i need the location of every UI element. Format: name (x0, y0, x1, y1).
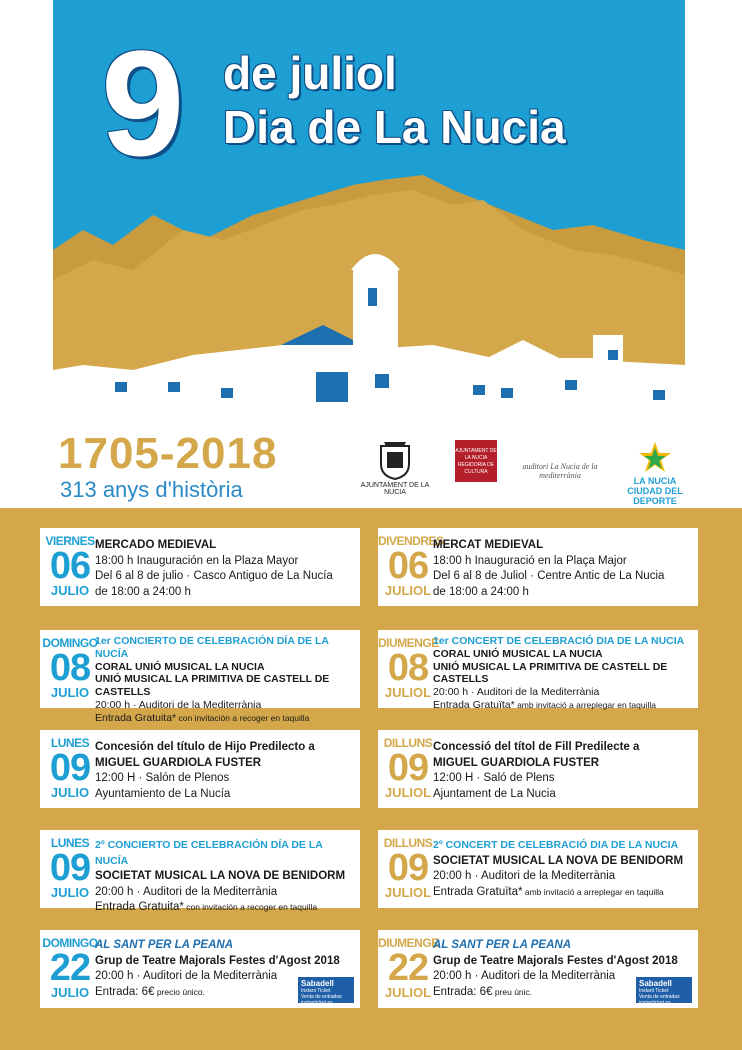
event-card-es-3: LUNES 09 JULIO Concesión del título de Hijo Predilecto a MIGUEL GUARDIOLA FUSTER 12:00 H · Salón de Plenos Ayuntamiento de La Nucía (40, 730, 360, 808)
event-card-va-2: DIUMENGE 08 JULIOL 1er CONCERT DE CELEBRACIÓ DIA DE LA NUCIA CORAL UNIÓ MUSICAL LA NUCIA UNIÓ MUSICAL LA PRIMITIVA DE CASTELL DE CASTELLS 20:00 h · Auditori de la Mediterrània Entrada Gratuïta* amb invitació a arreplegar en taquilla (378, 630, 698, 708)
event-date: LUNES 09 JULIO (49, 836, 91, 900)
sabadell-ticket-badge[interactable]: Sabadell Instant Ticket Venta de entradas instanticket.es (298, 977, 354, 1003)
event-card-es-1: VIERNES 06 JULIO MERCADO MEDIEVAL 18:00 h Inauguración en la Plaza Mayor Del 6 al 8 de julio · Casco Antiguo de La Nucía de 18:00 a 24:00 h (40, 528, 360, 606)
sabadell-ticket-badge[interactable]: Sabadell Instant Ticket Venta de entradas instanticket.es (636, 977, 692, 1003)
star-icon (631, 440, 679, 474)
title-line-2: Dia de La Nucia (223, 101, 566, 153)
logo-ajuntament: AJUNTAMENT DE LA NUCIA (355, 440, 435, 496)
event-card-es-4: LUNES 09 JULIO 2º CONCIERTO DE CELEBRACIÓN DÍA DE LA NUCÍA SOCIETAT MUSICAL LA NOVA DE BENIDORM 20:00 h · Auditori de la Mediterrània Entrada Gratuita* con invitación a recoger en taquilla (40, 830, 360, 908)
coat-of-arms-icon (378, 440, 412, 480)
logo-cultura: AJUNTAMENT DE LA NUCIA REGIDORIA DE CULTURA (455, 440, 497, 482)
event-date: LUNES 09 JULIO (49, 736, 91, 800)
event-date: DOMINGO 22 JULIO (42, 936, 98, 1000)
event-card-es-2: DOMINGO 08 JULIO 1er CONCIERTO DE CELEBRACIÓN DÍA DE LA NUCÍA CORAL UNIÓ MUSICAL LA NUCIA UNIÓ MUSICAL LA PRIMITIVA DE CASTELL DE CASTELLS 20:00 h · Auditori de la Mediterrània Entrada Gratuita* con invitación a recoger en taquilla (40, 630, 360, 708)
event-date: DILLUNS 09 JULIOL (383, 736, 433, 800)
events-section (0, 508, 742, 1050)
event-card-va-1: DIVENDRES 06 JULIOL MERCAT MEDIEVAL 18:00 h Inauguració en la Plaça Major Del 6 al 8 de Juliol · Centre Antic de La Nucia de 18:00 a 24:00 h (378, 528, 698, 606)
logo-la-nucia-deporte: LA NUCiA CIUDAD DEL DEPORTE (622, 440, 688, 506)
event-date: DIUMENGE 08 JULIOL (378, 636, 439, 700)
event-date: DILLUNS 09 JULIOL (383, 836, 433, 900)
hero-banner (53, 0, 685, 408)
event-card-va-5: DIUMENGE 22 JULIOL AL SANT PER LA PEANA Grup de Teatre Majorals Festes d'Agost 2018 20:00 h · Auditori de la Mediterrània Entrada: 6€ preu únic. Sabadell Instant Ticket Venta de entradas instanticket.es (378, 930, 698, 1008)
event-date: DOMINGO 08 JULIO (42, 636, 98, 700)
years-range: 1705-2018 (58, 429, 278, 478)
event-date: DIVENDRES 06 JULIOL (378, 534, 444, 598)
logo-auditori: auditori La Nucia de la mediterrània (522, 462, 598, 480)
event-card-va-4: DILLUNS 09 JULIOL 2º CONCERT DE CELEBRACIÓ DIA DE LA NUCIA SOCIETAT MUSICAL LA NOVA DE BENIDORM 20:00 h · Auditori de la Mediterrània Entrada Gratuïta* amb invitació a arreplegar en taquilla (378, 830, 698, 908)
event-date: DIUMENGE 22 JULIOL (378, 936, 439, 1000)
event-card-es-5: DOMINGO 22 JULIO AL SANT PER LA PEANA Grup de Teatre Majorals Festes d'Agost 2018 20:00 h · Auditori de la Mediterrània Entrada: 6€ precio único. Sabadell Instant Ticket Venta de entradas instanticket.es (40, 930, 360, 1008)
event-card-va-3: DILLUNS 09 JULIOL Concessió del títol de Fill Predilecte a MIGUEL GUARDIOLA FUSTER 12:00 H · Saló de Plens Ajuntament de La Nucia (378, 730, 698, 808)
title-line-1: de juliol (223, 47, 397, 99)
event-date: VIERNES 06 JULIO (45, 534, 95, 598)
years-subtitle: 313 anys d'història (60, 477, 243, 502)
day-number: 9 (101, 19, 181, 187)
